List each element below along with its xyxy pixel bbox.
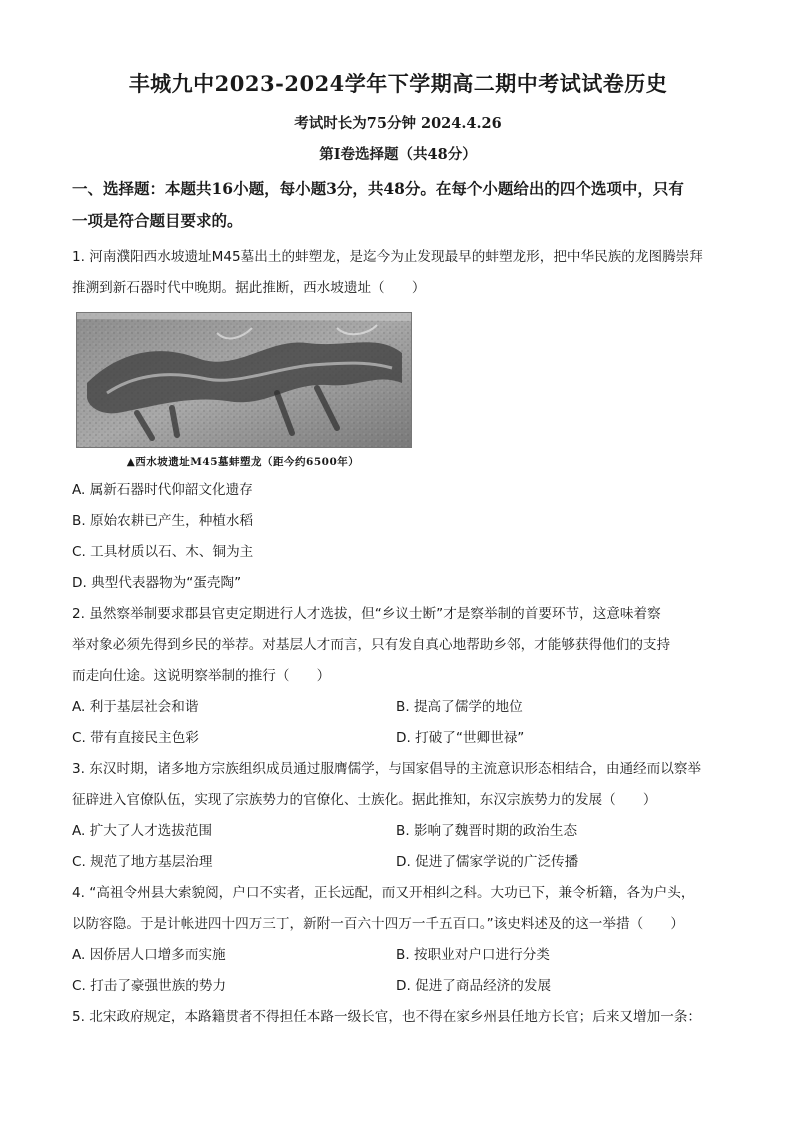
option-c[interactable]: C. 工具材质以石、木、铜为主: [72, 544, 254, 560]
question-text: 以防容隐。于是计帐进四十四万三丁，新附一百六十四万一千五百口。”该史料述及的这一举措（ ）: [72, 916, 684, 932]
option-d[interactable]: D. 促进了商品经济的发展: [396, 978, 552, 994]
option-a[interactable]: A. 属新石器时代仰韶文化遗存: [72, 482, 253, 498]
volume-heading: 第Ⅰ卷选择题（共48分）: [319, 146, 477, 163]
question-text: 征辟进入官僚队伍，实现了宗族势力的官僚化、士族化。据此推知，东汉宗族势力的发展（ ）: [72, 792, 657, 808]
exam-title: 丰城九中2023-2024学年下学期高二期中考试试卷历史: [128, 71, 668, 96]
figure-dragon-photo: [76, 312, 410, 469]
option-b[interactable]: B. 原始农耕已产生，种植水稻: [72, 513, 254, 529]
section-heading-line: 一项是符合题目要求的。: [72, 211, 243, 230]
option-b[interactable]: B. 提高了儒学的地位: [396, 699, 523, 715]
option-b[interactable]: B. 按职业对户口进行分类: [396, 947, 550, 963]
option-c[interactable]: C. 带有直接民主色彩: [72, 730, 199, 746]
option-c[interactable]: C. 打击了豪强世族的势力: [72, 978, 227, 994]
option-a[interactable]: A. 因侨居人口增多而实施: [72, 947, 226, 963]
option-d[interactable]: D. 典型代表器物为“蛋壳陶”: [72, 575, 242, 591]
question-text: 举对象必须先得到乡民的举荐。对基层人才而言，只有发自真心地帮助乡邻，才能够获得他们的支持: [72, 637, 671, 653]
section-heading-line: 一、选择题：本题共16小题，每小题3分，共48分。在每个小题给出的四个选项中，只有: [72, 179, 684, 198]
question-text: 推溯到新石器时代中晚期。据此推断，西水坡遗址（ ）: [72, 280, 426, 296]
question-1: [72, 242, 724, 599]
option-a[interactable]: A. 利于基层社会和谐: [72, 699, 199, 715]
question-text: 而走向仕途。这说明察举制的推行（ ）: [72, 668, 331, 684]
question-2: [72, 599, 724, 754]
question-text: 4. “高祖令州县大索貌阅，户口不实者，正长远配，而又开相纠之科。大功已下，兼令析籍，各为户头，: [72, 885, 695, 901]
exam-time: 考试时长为75分钟 2024.4.26: [294, 115, 502, 132]
question-text: 1. 河南濮阳西水坡遗址M45墓出土的蚌塑龙，是迄今为止发现最早的蚌塑龙形，把中华民族的龙图腾崇拜: [72, 249, 703, 265]
option-b[interactable]: B. 影响了魏晋时期的政治生态: [396, 823, 578, 839]
question-text: 5. 北宋政府规定，本路籍贯者不得担任本路一级长官，也不得在家乡州县任地方长官；后来又增加一条：: [72, 1009, 702, 1025]
question-text: 3. 东汉时期，诸多地方宗族组织成员通过服膺儒学，与国家倡导的主流意识形态相结合，由通经而以察举: [72, 761, 702, 777]
option-c[interactable]: C. 规范了地方基层治理: [72, 854, 213, 870]
option-d[interactable]: D. 促进了儒家学说的广泛传播: [396, 854, 579, 870]
options-grid: [72, 692, 724, 754]
question-4: [72, 878, 724, 1002]
options-grid: [72, 940, 724, 1002]
question-3: [72, 754, 724, 878]
option-d[interactable]: D. 打破了“世卿世禄”: [396, 730, 525, 746]
option-a[interactable]: A. 扩大了人才选拔范围: [72, 823, 213, 839]
question-5: [72, 1002, 724, 1033]
options-grid: [72, 816, 724, 878]
shell-dragon-photo: [76, 312, 412, 448]
section-heading: [72, 174, 724, 236]
figure-caption: ▲西水坡遗址M45墓蚌塑龙（距今约6500年）: [126, 456, 360, 468]
question-text: 2. 虽然察举制要求郡县官吏定期进行人才选拔，但“乡议士断”才是察举制的首要环节，这意味着察: [72, 606, 661, 622]
